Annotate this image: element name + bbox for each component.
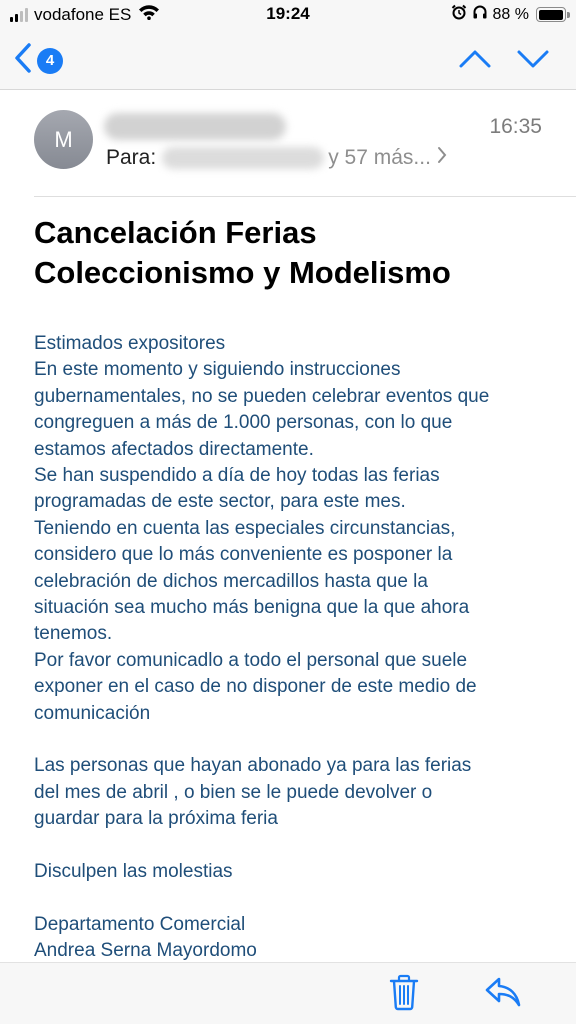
message-time: 16:35	[489, 115, 542, 138]
chevron-right-icon	[437, 146, 447, 170]
unread-count-badge: 4	[37, 48, 63, 74]
header-divider	[34, 196, 576, 197]
subject-line: Coleccionismo y Modelismo	[34, 255, 451, 290]
back-button[interactable]	[14, 42, 63, 79]
body-line: Por favor comunicadlo a todo el personal que suele	[34, 649, 468, 671]
battery-percentage: 88 %	[492, 5, 529, 23]
body-line: Departamento Comercial	[34, 913, 246, 935]
next-message-button[interactable]	[516, 44, 550, 79]
body-line: guardar para la próxima feria	[34, 808, 278, 830]
chevron-up-icon	[458, 44, 492, 74]
body-line: Se han suspendido a día de hoy todas las ferias	[34, 465, 440, 487]
body-line: Las personas que hayan abonado ya para las ferias	[34, 755, 472, 777]
trash-icon	[388, 973, 420, 1011]
body-line	[34, 727, 554, 753]
body-line: Teniendo en cuenta las especiales circunstancias,	[34, 517, 456, 539]
body-line: congreguen a más de 1.000 personas, con lo que	[34, 412, 453, 434]
body-line	[34, 886, 554, 912]
recipient-names-redacted	[162, 147, 324, 169]
body-line: Disculpen las molestias	[34, 861, 233, 883]
alarm-icon	[451, 4, 467, 25]
reply-icon	[484, 975, 522, 1009]
sender-name[interactable]	[104, 113, 286, 140]
body-line: gubernamentales, no se pueden celebrar eventos que	[34, 385, 490, 407]
chevron-left-icon	[14, 42, 32, 79]
body-line: del mes de abril , o bien se le puede devolver o	[34, 781, 433, 803]
previous-message-button[interactable]	[458, 44, 492, 79]
body-line: estamos afectados directamente.	[34, 438, 314, 460]
carrier-name: vodafone ES	[34, 4, 132, 24]
status-right	[451, 4, 566, 25]
to-label: Para:	[106, 146, 157, 169]
body-line: comunicación	[34, 702, 151, 724]
body-line: situación sea mucho más benigna que la que ahora	[34, 597, 470, 619]
body-line: Andrea Serna Mayordomo	[34, 940, 257, 962]
subject-line: Cancelación Ferias	[34, 215, 317, 250]
navigation-bar	[0, 30, 576, 90]
body-line: celebración de dichos mercadillos hasta que la	[34, 570, 428, 592]
recipients-line[interactable]	[106, 146, 447, 170]
body-line: En este momento y siguiendo instrucciones	[34, 359, 401, 381]
chevron-down-icon	[516, 44, 550, 74]
bottom-toolbar	[0, 962, 576, 1024]
status-time: 19:24	[266, 4, 310, 23]
message-subject	[34, 213, 544, 293]
headphones-icon	[472, 4, 488, 25]
sender-avatar[interactable]: M	[34, 110, 93, 169]
body-line: Estimados expositores	[34, 333, 226, 354]
message-body	[34, 331, 554, 965]
reply-button[interactable]	[484, 975, 522, 1014]
body-line: considero que lo más conveniente es posponer la	[34, 544, 453, 566]
body-line	[34, 833, 554, 859]
delete-button[interactable]	[388, 973, 420, 1016]
status-bar	[0, 0, 576, 30]
body-line: programadas de este sector, para este mes.	[34, 491, 406, 513]
more-recipients-label: y 57 más...	[328, 146, 431, 169]
battery-icon	[536, 7, 566, 22]
body-line: tenemos.	[34, 623, 113, 645]
body-line: exponer en el caso de no disponer de este medio de	[34, 676, 477, 698]
